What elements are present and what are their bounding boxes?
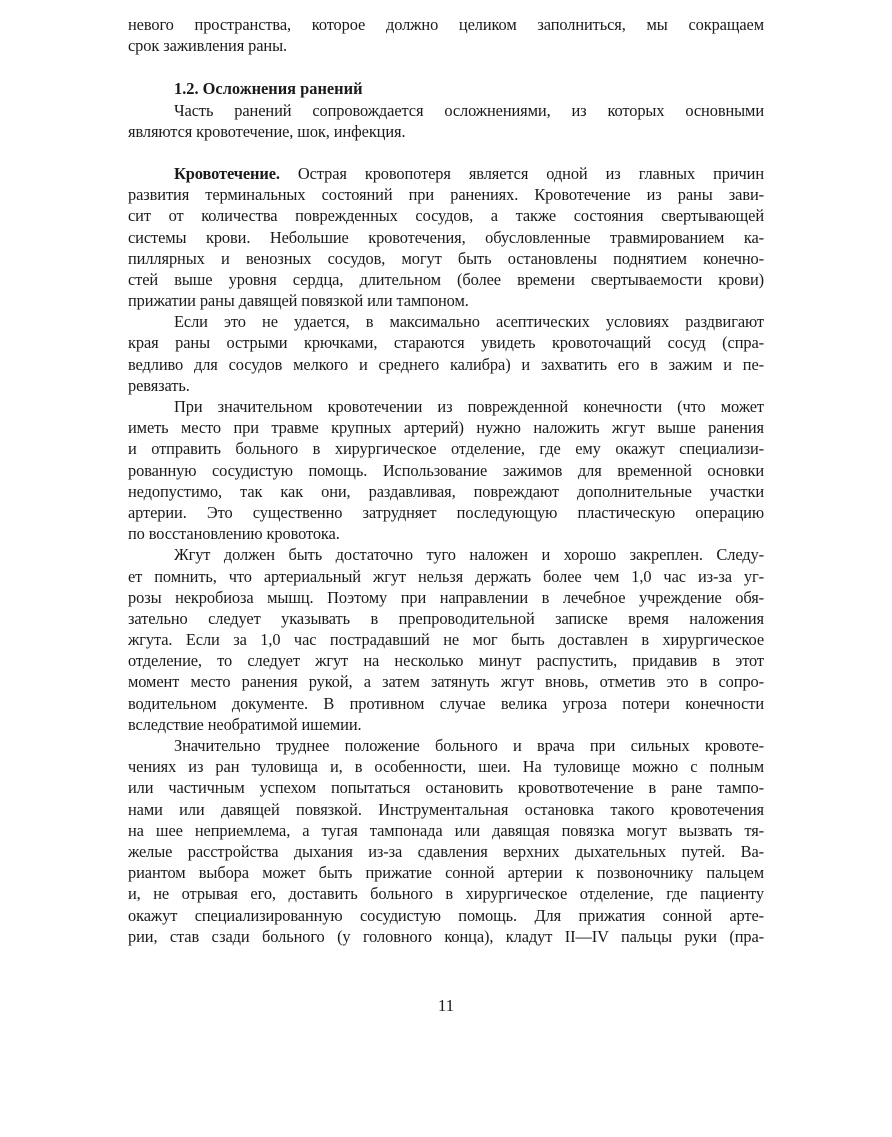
text-line: водительном документе. В противном случае велика угроза потери конечности	[128, 693, 764, 713]
bleeding-paragraph-4	[128, 544, 764, 735]
text-line: При значительном кровотечении из поврежденной конечности (что может	[174, 397, 764, 416]
bleeding-paragraph-5	[128, 735, 764, 947]
text-line: рии, став сзади больного (у головного конца), кладут II—IV пальцы руки (пра-	[128, 926, 764, 946]
text-line: рованную сосудистую помощь. Использование зажимов для временной основки	[128, 460, 764, 480]
text-line: Если это не удается, в максимально асептических условиях раздвигают	[174, 312, 764, 332]
text-line: нами или давящей повязкой. Инструментальная остановка такого кровотечения	[128, 799, 764, 819]
text-line: Часть ранений сопровождается осложнениями, из которых основными	[174, 100, 764, 120]
bleeding-paragraph-3	[128, 396, 764, 544]
text-line: ведливо для сосудов мелкого и среднего калибра) и захватить его в зажим и пе-	[128, 354, 764, 374]
section-block	[128, 78, 764, 142]
text-line: ревязать.	[128, 375, 190, 395]
text-line: недопустимо, так как они, раздавливая, повреждают дополнительные участки	[128, 481, 764, 501]
text-line: стей выше уровня сердца, длительном (более времени свертываемости крови)	[128, 269, 764, 289]
text-line: иметь место при травме крупных артерий) нужно наложить жгут выше ранения	[128, 418, 764, 438]
term-bleeding: Кровотечение.	[174, 163, 280, 183]
page-number: 11	[437, 996, 455, 1015]
text-line: края раны острыми крючками, стараются увидеть кровоточащий сосуд (спра-	[128, 333, 764, 353]
text-line: являются кровотечение, шок, инфекция.	[128, 121, 406, 141]
document-page	[128, 14, 764, 947]
text-line: чениях из ран туловища и, в особенности, шеи. На туловище можно с полным	[128, 757, 764, 777]
text-line: сит от количества поврежденных сосудов, а также состояния свертывающей	[128, 206, 764, 226]
text-line: пиллярных и венозных сосудов, могут быть остановлены поднятием конечно-	[128, 248, 764, 268]
text-line: невого пространства, которое должно целиком заполниться, мы сокращаем	[128, 15, 764, 34]
intro-paragraph	[128, 14, 764, 56]
text-line: срок заживления раны.	[128, 36, 287, 56]
text-line: риантом выбора может быть прижатие сонной артерии к позвоночнику пальцем	[128, 863, 764, 883]
text-line: и, не отрывая его, доставить больного в хирургическое отделение, где пациенту	[128, 884, 764, 904]
text-line: отделение, то следует жгут на несколько минут распустить, придавив в этот	[128, 651, 764, 671]
text-line: развития терминальных состояний при ранениях. Кровотечение из раны зави-	[128, 185, 764, 205]
text-line: окажут специализированную сосудистую помощь. Для прижатия сонной арте-	[128, 905, 764, 925]
text-line: по восстановлению кровотока.	[128, 524, 340, 544]
text-line: момент место ранения рукой, а затем затянуть жгут вновь, отметив это в сопро-	[128, 672, 764, 692]
text-line: жгута. Если за 1,0 час пострадавший не мог быть доставлен в хирургическое	[128, 630, 764, 650]
text-line: на шее неприемлема, а тугая тампонада или давящая повязка могут вызвать тя-	[128, 820, 764, 840]
text-line: артерии. Это существенно затрудняет последующую пластическую операцию	[128, 502, 764, 522]
text-line: Значительно труднее положение больного и врача при сильных кровоте-	[174, 736, 764, 755]
text-line: желые расстройства дыхания из-за сдавления верхних дыхательных путей. Ва-	[128, 841, 764, 861]
text-span: Острая кровопотеря является одной из главных причин	[279, 163, 764, 183]
text-line: системы крови. Небольшие кровотечения, обусловленные травмированием ка-	[128, 227, 764, 247]
text-line: вследствие необратимой ишемии.	[128, 714, 362, 734]
text-line: или частичным успехом попытаться остановить кровотвотечение в ране тампо-	[128, 778, 764, 798]
text-line: Жгут должен быть достаточно туго наложен и хорошо закреплен. Следу-	[174, 545, 764, 565]
bleeding-paragraph-1	[128, 163, 764, 311]
section-heading: 1.2. Осложнения ранений	[174, 79, 363, 99]
text-line: розы некробиоза мышц. Поэтому при направлении в лечебное учреждение обя-	[128, 587, 764, 607]
text-line: зательно следует указывать в препроводительной записке время наложения	[128, 608, 764, 628]
text-line: прижатии раны давящей повязкой или тампоном.	[128, 291, 469, 311]
bleeding-paragraph-2	[128, 311, 764, 396]
text-line	[128, 163, 764, 184]
text-line: и отправить больного в хирургическое отделение, где ему окажут специализи-	[128, 439, 764, 459]
text-line: ет помнить, что артериальный жгут нельзя держать более чем 1,0 час из-за уг-	[128, 566, 764, 586]
